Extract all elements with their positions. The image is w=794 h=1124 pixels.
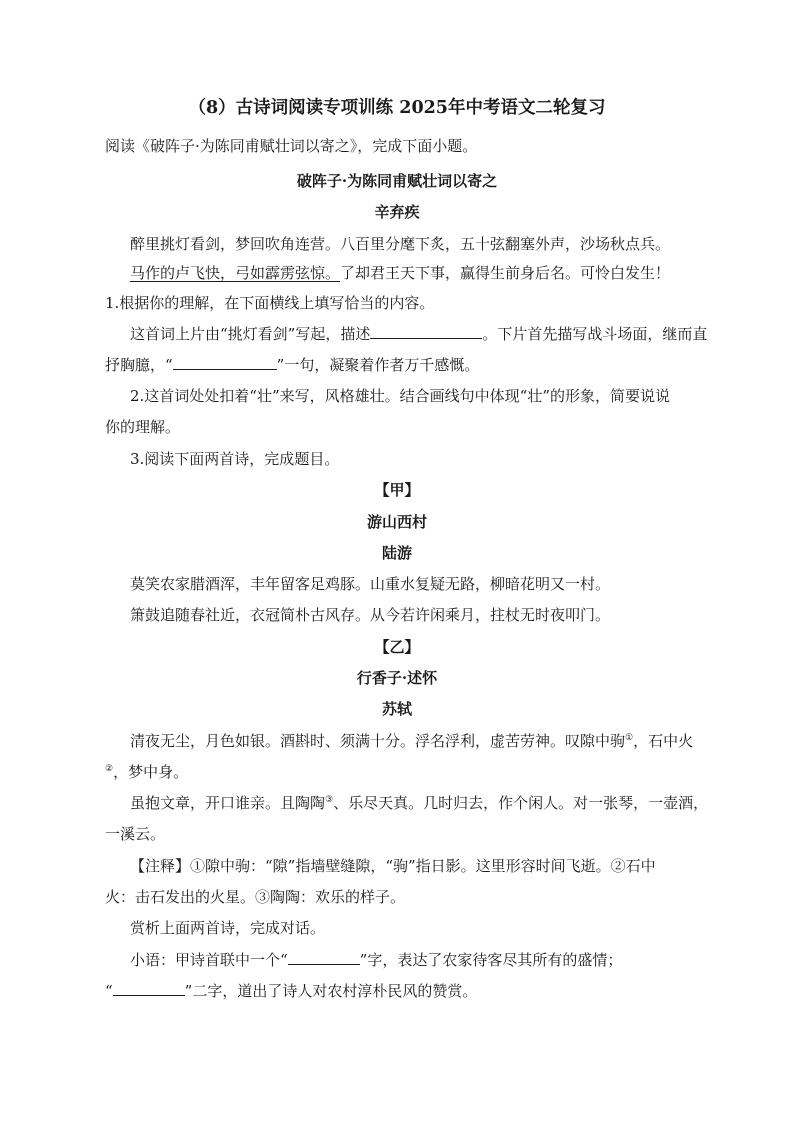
note-line1: 【注释】①隙中驹：“隙”指墙壁缝隙，“驹”指日影。这里形容时间飞逝。②石中 (130, 857, 656, 875)
question-1-line2: 抒胸臆，“ ”一句，凝聚着作者万千感慨。 (105, 356, 480, 374)
label-yi: 【乙】 (374, 638, 420, 656)
answer-blank-4[interactable] (113, 981, 185, 996)
task-text: 赏析上面两首诗，完成对话。 (130, 919, 326, 937)
poem1-line1: 醉里挑灯看剑，梦回吹角连营。八百里分麾下炙，五十弦翻塞外声，沙场秋点兵。 (130, 235, 671, 253)
yi-p1-line2: ②，梦中身。 (105, 763, 189, 781)
footnote-mark-1: ① (625, 733, 634, 743)
jia-line2: 箫鼓追随春社近，衣冠简朴古风存。从今若许闲乘月，拄杖无时夜叩门。 (130, 606, 611, 624)
page-title: （8）古诗词阅读专项训练 2025年中考语文二轮复习 (188, 98, 606, 118)
yi-title: 行香子·述怀 (356, 669, 438, 687)
footnote-mark-3: ③ (325, 795, 334, 805)
question-2-line1: 2.这首词处处扣着“壮”来写，风格雄壮。结合画线句中体现“壮”的形象，简要说说 (130, 387, 670, 405)
answer-blank-3[interactable] (288, 950, 360, 965)
poem1-line2-rest: 了却君王天下事，赢得生前身后名。可怜白发生！ (340, 264, 671, 282)
poem1-title: 破阵子·为陈同甫赋壮词以寄之 (296, 172, 498, 190)
jia-line1: 莫笑农家腊酒浑，丰年留客足鸡豚。山重水复疑无路，柳暗花明又一村。 (130, 575, 611, 593)
poem1-line2 (130, 263, 670, 283)
yi-p1-line1: 清夜无尘，月色如银。酒斟时、须满十分。浮名浮利，虚苦劳神。叹隙中驹①，石中火 (130, 732, 694, 750)
label-jia: 【甲】 (374, 481, 420, 499)
answer-blank-1[interactable] (370, 324, 482, 339)
poem1-author: 辛弃疾 (374, 203, 420, 221)
yi-author: 苏轼 (381, 700, 412, 718)
question-1-line1: 这首词上片由“挑灯看剑”写起，描述 。下片首先描写战斗场面，继而直 (130, 325, 708, 343)
dialog-line2: “ ”二字，道出了诗人对农村淳朴民风的赞赏。 (105, 982, 478, 1000)
jia-title: 游山西村 (366, 513, 427, 531)
note-line2: 火：击石发出的火星。③陶陶：欢乐的样子。 (105, 888, 406, 906)
answer-blank-2[interactable] (173, 355, 277, 370)
yi-p2-line2: 一溪云。 (105, 825, 166, 843)
dialog-line1: 小语：甲诗首联中一个“ ”字，表达了农家待客尽其所有的盛情； (130, 951, 623, 969)
yi-p2-line1: 虽抱文章，开口谁亲。且陶陶③、乐尽天真。几时归去，作个闲人。对一张琴，一壶酒， (130, 794, 709, 812)
underlined-sentence: 马作的卢飞快，弓如霹雳弦惊。 (130, 264, 341, 282)
question-1: 1.根据你的理解，在下面横线上填写恰当的内容。 (105, 294, 435, 312)
question-3: 3.阅读下面两首诗，完成题目。 (130, 450, 340, 468)
question-2-line2: 你的理解。 (105, 418, 181, 436)
footnote-mark-2: ② (105, 764, 114, 774)
jia-author: 陆游 (381, 544, 412, 562)
intro-text: 阅读《破阵子·为陈同甫赋壮词以寄之》，完成下面小题。 (105, 137, 478, 155)
